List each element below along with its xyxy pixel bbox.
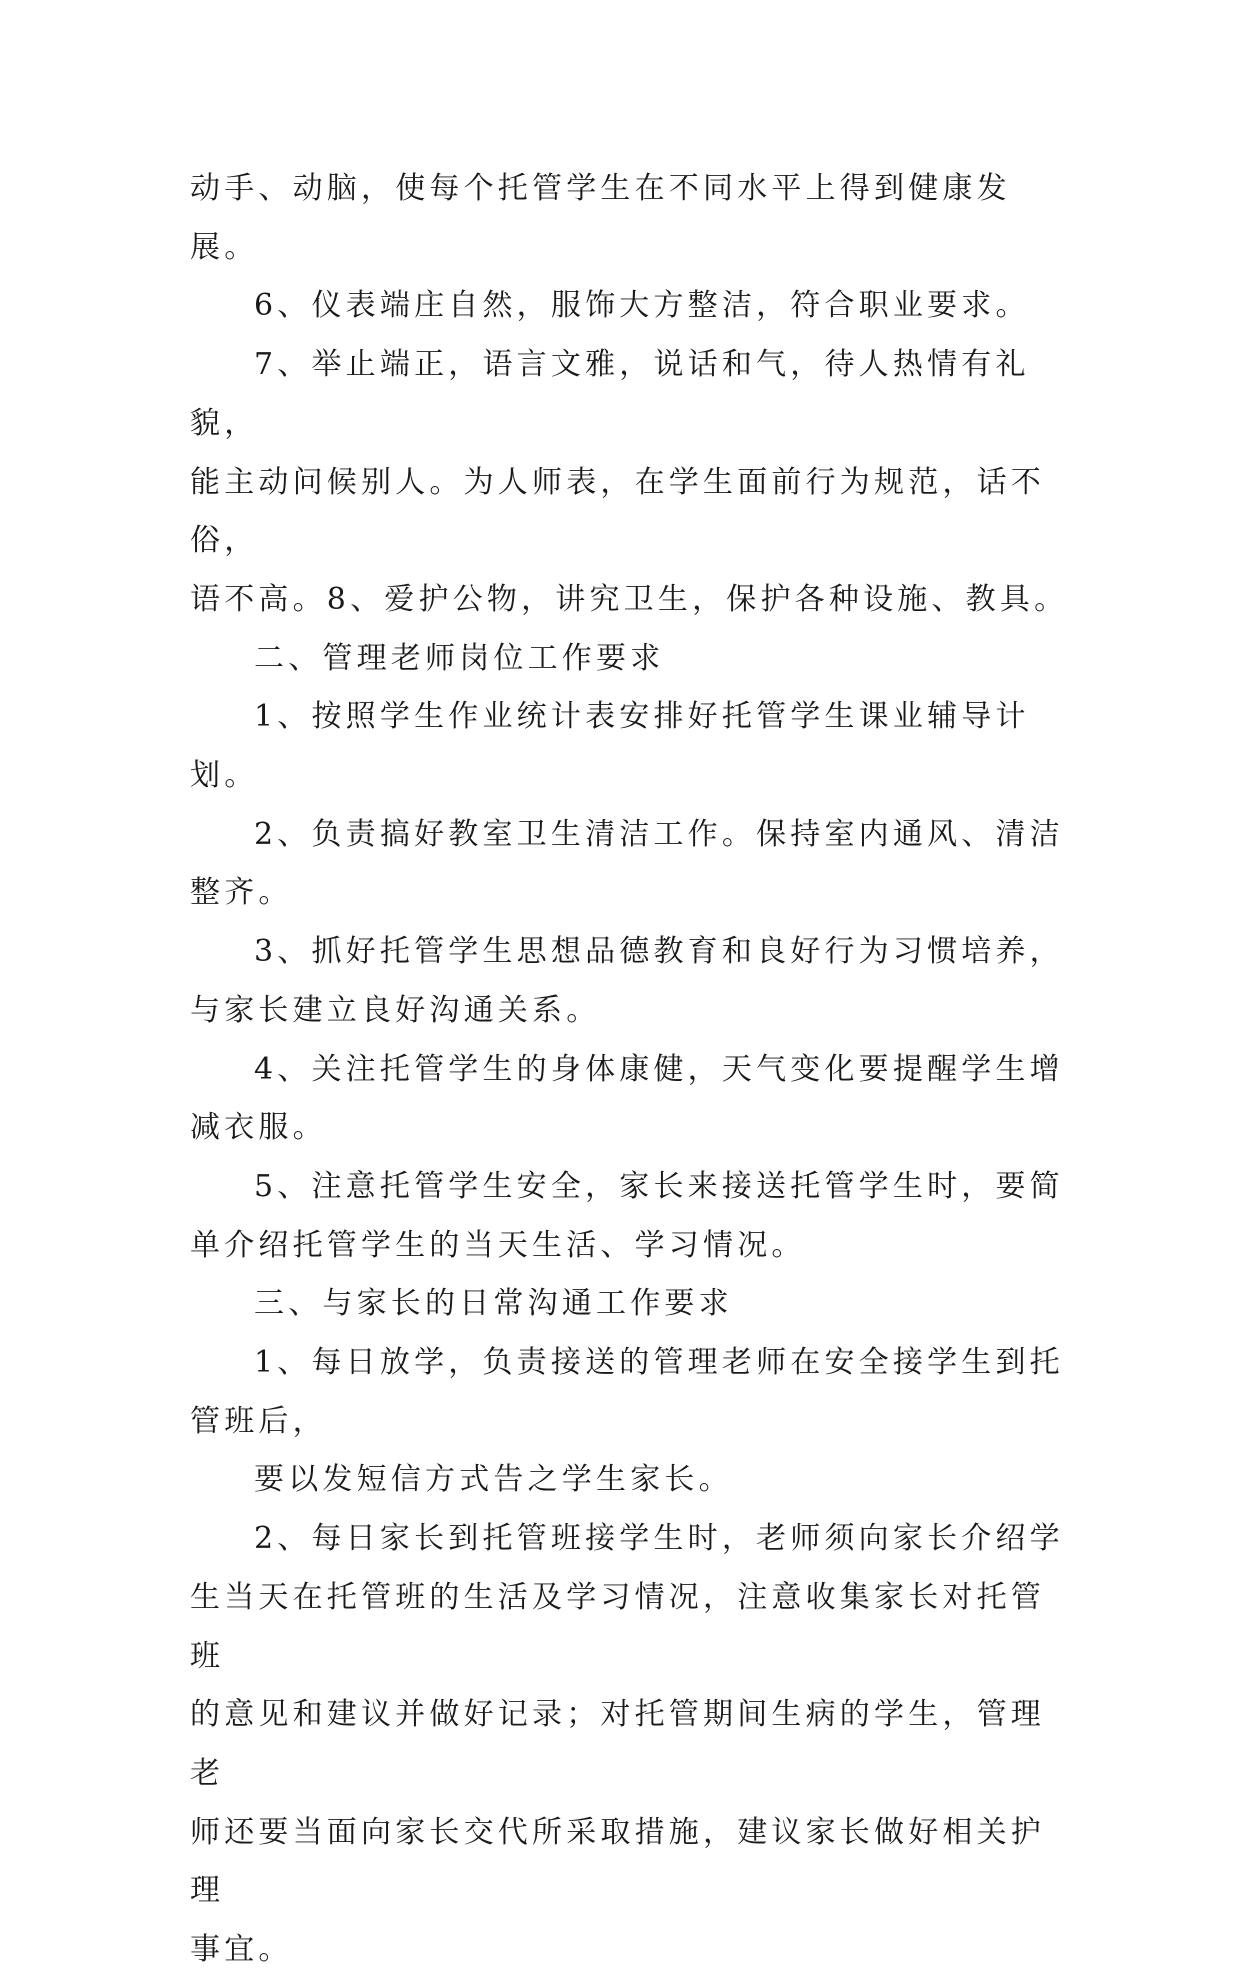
document-body bbox=[190, 160, 1070, 1980]
paragraph: 要以发短信方式告之学生家长。 bbox=[254, 1462, 733, 1498]
paragraph: 动手、动脑，使每个托管学生在不同水平上得到健康发展。 bbox=[190, 171, 1011, 265]
section-heading: 三、与家长的日常沟通工作要求 bbox=[254, 1286, 733, 1322]
paragraph: 5、注意托管学生安全，家长来接送托管学生时，要简 单介绍托管学生的当天生活、学习情况。 bbox=[190, 1168, 1064, 1263]
paragraph: 6、仪表端庄自然，服饰大方整洁，符合职业要求。 bbox=[254, 288, 1030, 324]
paragraph: 1、按照学生作业统计表安排好托管学生课业辅导计划。 bbox=[190, 699, 1030, 794]
paragraph: 1、每日放学，负责接送的管理老师在安全接学生到托 管班后， bbox=[190, 1345, 1064, 1439]
paragraph: 3、抓好托管学生思想品德教育和良好行为习惯培养， 与家长建立良好沟通关系。 bbox=[190, 934, 1064, 1028]
paragraph: 2、每日家长到托管班接学生时，老师须向家长介绍学 生当天在托管班的生活及学习情况，注意收集家长对托管班 的意见和建议并做好记录；对托管期间生病的学生，管理老 师还要当面向家长交代所采取措施，建议家长做好相关护理 事宜。 bbox=[190, 1521, 1064, 1968]
paragraph: 7、举止端正，语言文雅，说话和气，待人热情有礼貌， 能主动问候别人。为人师表，在学生面前行为规范，话不俗， 语不高。8、爱护公物，讲究卫生，保护各种设施、教具。 bbox=[190, 347, 1069, 617]
section-heading: 二、管理老师岗位工作要求 bbox=[254, 640, 665, 676]
paragraph: 2、负责搞好教室卫生清洁工作。保持室内通风、清洁 整齐。 bbox=[190, 816, 1064, 911]
paragraph: 4、关注托管学生的身体康健，天气变化要提醒学生增 减衣服。 bbox=[190, 1051, 1064, 1146]
